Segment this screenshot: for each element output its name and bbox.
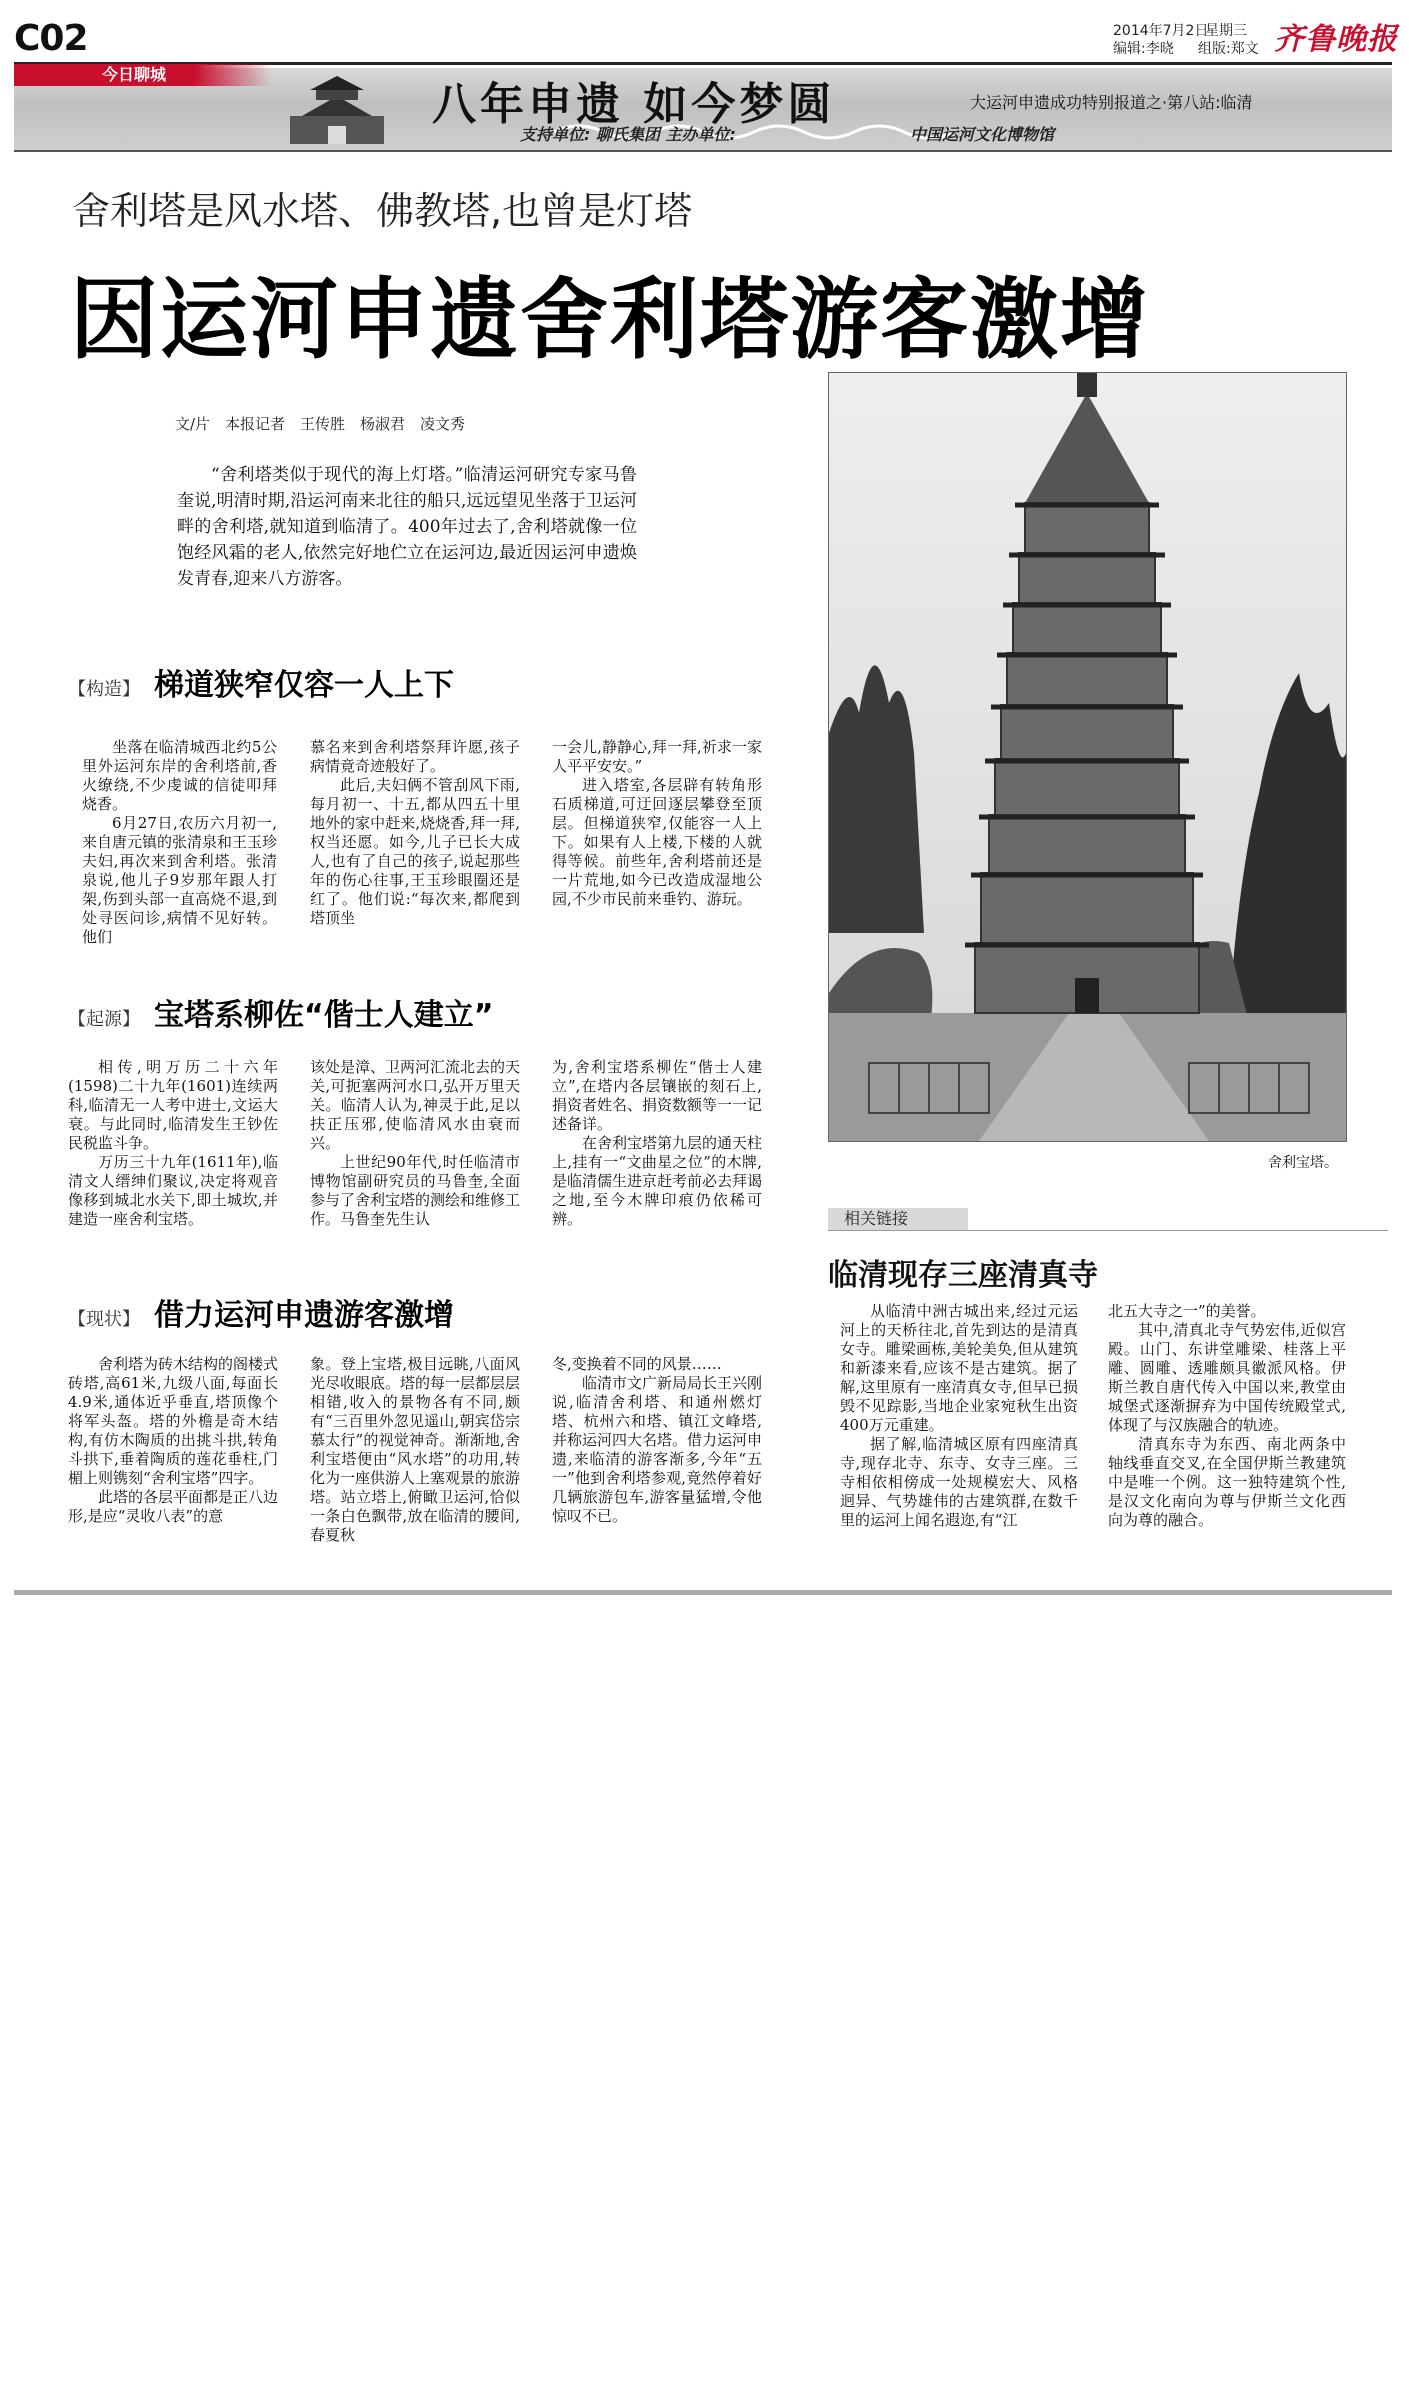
footer-rule	[14, 1590, 1392, 1595]
lead-paragraph: “舍利塔类似于现代的海上灯塔。”临清运河研究专家马鲁奎说,明清时期,沿运河南来北往的船只,远远望见坐落于卫运河畔的舍利塔,就知道到临清了。400年过去了,舍利塔就像一位饱经风霜的老人,依然完好地伫立在运河边,最近因运河申遗焕发青春,迎来八方游客。	[177, 465, 637, 589]
paragraph: 冬,变换着不同的风景……	[552, 1355, 722, 1373]
banner-title: 八年申遗 如今梦圆	[432, 79, 836, 130]
paragraph: 在舍利宝塔第九层的通天柱上,挂有一“文曲星之位”的木牌,是临清儒生进京赶考前必去拜谒之地,至今木牌印痕仍依稀可辨。	[552, 1134, 763, 1228]
paragraph: 临清市文广新局局长王兴刚说,临清舍利塔、和通州燃灯塔、杭州六和塔、镇江文峰塔,并称运河四大名塔。借力运河申遗,来临清的游客渐多,今年“五一”他到舍利塔参观,竟然停着好几辆旅游包车,游客量猛增,令他惊叹不已。	[552, 1374, 763, 1525]
paragraph: 慕名来到舍利塔祭拜许愿,孩子病情竟奇迹般好了。	[310, 738, 520, 775]
related-column	[840, 1302, 1078, 1530]
newspaper-logo: 齐鲁晚报	[1274, 22, 1398, 57]
editor-credit: 编辑:李晓	[1113, 41, 1174, 57]
pagoda-photo	[828, 372, 1347, 1142]
article-column	[552, 1058, 762, 1229]
paragraph: 从临清中洲古城出来,经过元运河上的天桥往北,首先到达的是清真女寺。雕梁画栋,美轮美奂,但从建筑和新漆来看,应该不是古建筑。据了解,这里原有一座清真女寺,但早已损毁不见踪影,当地企业家宛秋生出资400万元重建。	[840, 1302, 1078, 1434]
issue-date: 2014年7月2日	[1113, 23, 1209, 39]
paragraph: 6月27日,农历六月初一,来自唐元镇的张清泉和王玉珍夫妇,再次来到舍利塔。张清泉说,他儿子9岁那年跟人打架,伤到头部一直高烧不退,到处寻医问诊,病情不见好转。他们	[82, 814, 278, 946]
paragraph: 清真东寺为东西、南北两条中轴线垂直交叉,在全国伊斯兰教建筑中是唯一个例。这一独特建筑个性,是汉文化南向为尊与伊斯兰文化西向为尊的融合。	[1108, 1435, 1346, 1529]
paragraph: 此后,夫妇俩不管刮风下雨,每月初一、十五,都从四五十里地外的家中赶来,烧烧香,拜一拜,权当还愿。如今,儿子已长大成人,也有了自己的孩子,说起那些年的伤心往事,王玉珍眼圈还是红了。他们说:“每次来,都爬到塔顶坐	[310, 776, 520, 927]
paragraph: 上世纪90年代,时任临清市博物馆副研究员的马鲁奎,全面参与了舍利宝塔的测绘和维修工作。马鲁奎先生认	[310, 1153, 521, 1228]
paragraph: 进入塔室,各层辟有转角形石质梯道,可迂回逐层攀登至顶层。但梯道狭窄,仅能容一人上下。如果有人上楼,下楼的人就得等候。前些年,舍利塔前还是一片荒地,如今已改造成湿地公园,不少市民前来垂钓、游玩。	[552, 776, 762, 908]
article-column	[310, 1058, 520, 1229]
kicker-headline: 舍利塔是风水塔、佛教塔,也曾是灯塔	[72, 189, 693, 233]
related-rule	[828, 1230, 1388, 1231]
paragraph: 一会儿,静静心,拜一拜,祈求一家人平平安安。”	[552, 738, 762, 775]
paragraph: 坐落在临清城西北约5公里外运河东岸的舍利塔前,香火缭绕,不少虔诚的信徒叩拜烧香。	[82, 738, 277, 813]
related-title: 临清现存三座清真寺	[828, 1258, 1098, 1293]
pagoda-illustration	[829, 373, 1346, 1141]
layout-credit: 组版:郑文	[1198, 41, 1259, 57]
article-column	[552, 738, 762, 909]
section-tab: 今日聊城	[14, 64, 272, 86]
photo-caption: 舍利宝塔。	[1268, 1155, 1338, 1171]
paragraph: 其中,清真北寺气势宏伟,近似宫殿。山门、东讲堂雕梁、桂落上平雕、圆雕、透雕颇具徽派风格。伊斯兰教自唐代传入中国以来,教堂由城堡式逐渐摒弃为中国传统殿堂式,体现了与汉族融合的轨迹。	[1108, 1321, 1346, 1434]
paragraph: 相传,明万历二十六年(1598)二十九年(1601)连续两科,临清无一人考中进士,文运大衰。与此同时,临清发生王钞佐民税监斗争。	[68, 1058, 278, 1152]
paragraph: 该处是漳、卫两河汇流北去的天关,可扼塞两河水口,弘开万里天关。临清人认为,神灵于此,足以扶正压邪,使临清风水由衰而兴。	[310, 1058, 521, 1152]
paragraph: 万历三十九年(1611年),临清文人缙绅们聚议,决定将观音像移到城北水关下,即土城坎,并建造一座舍利宝塔。	[68, 1153, 278, 1228]
section-title: 借力运河申遗游客激增	[154, 1298, 454, 1333]
paragraph: 据了解,临清城区原有四座清真寺,现存北寺、东寺、女寺三座。三寺相依相傍成一处规模宏大、风格迥异、气势雄伟的古建筑群,在数千里的运河上闻名遐迩,有“江	[840, 1435, 1078, 1529]
series-title: 大运河申遗成功特别报道之·第八站:临清	[970, 93, 1253, 112]
section-tag: 【构造】	[68, 679, 140, 700]
city-gate-icon	[282, 72, 392, 146]
article-column	[552, 1355, 762, 1526]
related-column	[1108, 1302, 1346, 1530]
section-heading	[68, 990, 493, 1034]
article-column	[310, 738, 520, 928]
related-links-label: 相关链接	[828, 1208, 968, 1230]
section-tag: 【起源】	[68, 1009, 140, 1030]
article-column	[68, 1058, 278, 1229]
byline: 文/片 本报记者 王传胜 杨淑君 凌文秀	[175, 415, 466, 433]
sponsor-left: 支持单位: 聊氏集团 主办单位:	[520, 125, 736, 144]
paragraph: 此塔的各层平面都是正八边形,是应“灵收八表”的意	[68, 1488, 279, 1525]
paragraph: 为,舍利宝塔系柳佐“偕士人建立”,在塔内各层镶嵌的刻石上,捐资者姓名、捐资数额等一一记述备详。	[552, 1058, 763, 1133]
page-number: C02	[14, 18, 88, 59]
section-title: 宝塔系柳佐“偕士人建立”	[154, 998, 494, 1033]
main-headline: 因运河申遗舍利塔游客激增	[70, 268, 1151, 371]
section-heading	[68, 660, 454, 704]
paragraph: 舍利塔为砖木结构的阁楼式砖塔,高61米,九级八面,每面长4.9米,通体近乎垂直,塔顶像个将军头盔。塔的外檐是奇木结构,有仿木陶质的出挑斗拱,转角斗拱下,垂着陶质的莲花垂柱,门楣上则镌刻“舍利宝塔”四字。	[68, 1355, 279, 1487]
article-column	[82, 738, 277, 947]
article-column	[310, 1355, 520, 1545]
paragraph: 象。登上宝塔,极目远眺,八面风光尽收眼底。塔的每一层都层层相错,收入的景物各有不同,颇有“三百里外忽见遥山,朝宾岱宗慕太行”的视觉神奇。渐渐地,舍利宝塔便由“风水塔”的功用,转化为一座供游人上塞观景的旅游塔。站立塔上,俯瞰卫运河,恰似一条白色飘带,放在临清的腰间,春夏秋	[310, 1355, 521, 1544]
issue-weekday: 星期三	[1205, 23, 1247, 39]
section-title: 梯道狭窄仅容一人上下	[154, 668, 454, 703]
paragraph: 北五大寺之一”的美誉。	[1108, 1302, 1266, 1320]
article-column	[68, 1355, 278, 1526]
section-tag: 【现状】	[68, 1309, 140, 1330]
sponsor-right: 中国运河文化博物馆	[910, 125, 1055, 144]
section-heading	[68, 1290, 454, 1334]
